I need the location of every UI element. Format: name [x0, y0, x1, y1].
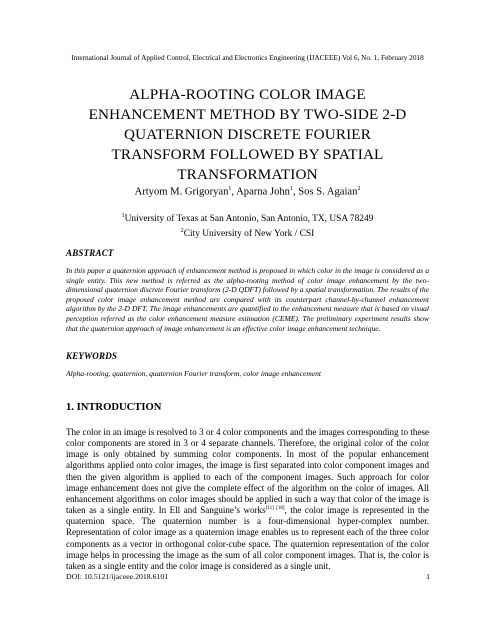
- affiliation-line: [0, 226, 495, 241]
- author-name: Aparna John: [236, 186, 290, 198]
- paper-title: [60, 85, 435, 185]
- section-heading: 1. INTRODUCTION: [66, 402, 162, 413]
- affiliations: [0, 211, 495, 240]
- title-line: TRANSFORMATION: [177, 166, 318, 183]
- affiliation-marker: 1: [121, 213, 125, 219]
- abstract-text: In this paper a quaternion approach of enhancement method is proposed in which color in the image is considered as a single entity. This new method is referred as the alpha-rooting method of color image enhancement by the two-dimensional quaternion discrete Fourier transform (2-D QDFT) followed by a spatial transformation. The results of the proposed color image enhancement method are compared with its counterpart channel-by-channel enhancement algorithm by the 2-D DFT. The image enhancements are quantified to the enhancement measure that is based on visual perception referred as the color enhancement measure estimation (CEME). The preliminary experiment results show that the quaternion approach of image enhancement is an effective color image enhancement technique.: [66, 266, 429, 333]
- body-text: , the color image is represented in the quaternion space. The quaternion number is a four-dimensional hyper-complex number. Representation of color image as a quaternion image enables us to represent each of the three color components as a vector in orthogonal color-cube space. The quaternion representation of the color image helps in processing the image as the sum of all color component images. That is, the color is taken as a single entity and the color image is considered as a single unit.: [66, 505, 429, 571]
- title-line: ENHANCEMENT METHOD BY TWO-SIDE 2-D: [88, 106, 407, 123]
- affiliation-marker: 2: [180, 227, 184, 234]
- doi: DOI: 10.5121/ijaceee.2018.6101: [66, 572, 169, 581]
- affiliation-marker: 1: [228, 186, 232, 192]
- title-line: QUATERNION DISCRETE FOURIER: [123, 126, 372, 143]
- section-body: [66, 427, 429, 572]
- journal-header: International Journal of Applied Control, Electrical and Electronics Engineering (IJACEEE) Vol 6, No. 1, February 2018: [71, 53, 424, 62]
- keywords-text: Alpha-rooting, quaternion, quaternion Fourier transform, color image enhancement: [66, 369, 322, 378]
- title-line: TRANSFORM FOLLOWED BY SPATIAL: [111, 146, 384, 163]
- author-name: Artyom M. Grigoryan: [134, 186, 229, 198]
- author-name: , Sos S. Agaian: [292, 186, 358, 198]
- page-number: 1: [426, 572, 430, 581]
- keywords-heading: KEYWORDS: [66, 351, 118, 361]
- title-line: ALPHA-ROOTING COLOR IMAGE: [129, 86, 366, 103]
- affiliation-marker: 2: [357, 186, 361, 192]
- affiliation-text: University of Texas at San Antonio, San Antonio, TX, USA 78249: [124, 214, 374, 225]
- abstract-heading: ABSTRACT: [66, 248, 114, 258]
- body-text: The color in an image is resolved to 3 or 4 color components and the images corresponding to these color components are stored in 3 or 4 separate channels. Therefore, the original color of the color image is only obtained by summing color components. In most of the popular enhancement algorithms applied onto color images, the image is first separated into color component images and then the given algorithm is applied to each of the component images. Such approach for color image enhancement does not give the complete effect of the algorithm on the color of images. All enhancement algorithms on color images should be applied in such a way that color of the image is taken as a single entity. In Ell and Sanguine’s works: [66, 427, 429, 516]
- author-separator: ,: [231, 186, 237, 198]
- affiliation-marker: 1: [289, 186, 293, 192]
- affiliation-line: [0, 211, 495, 226]
- citation: [11] [18]: [265, 506, 285, 512]
- author-list: [0, 186, 495, 198]
- affiliation-text: City University of New York / CSI: [183, 228, 315, 239]
